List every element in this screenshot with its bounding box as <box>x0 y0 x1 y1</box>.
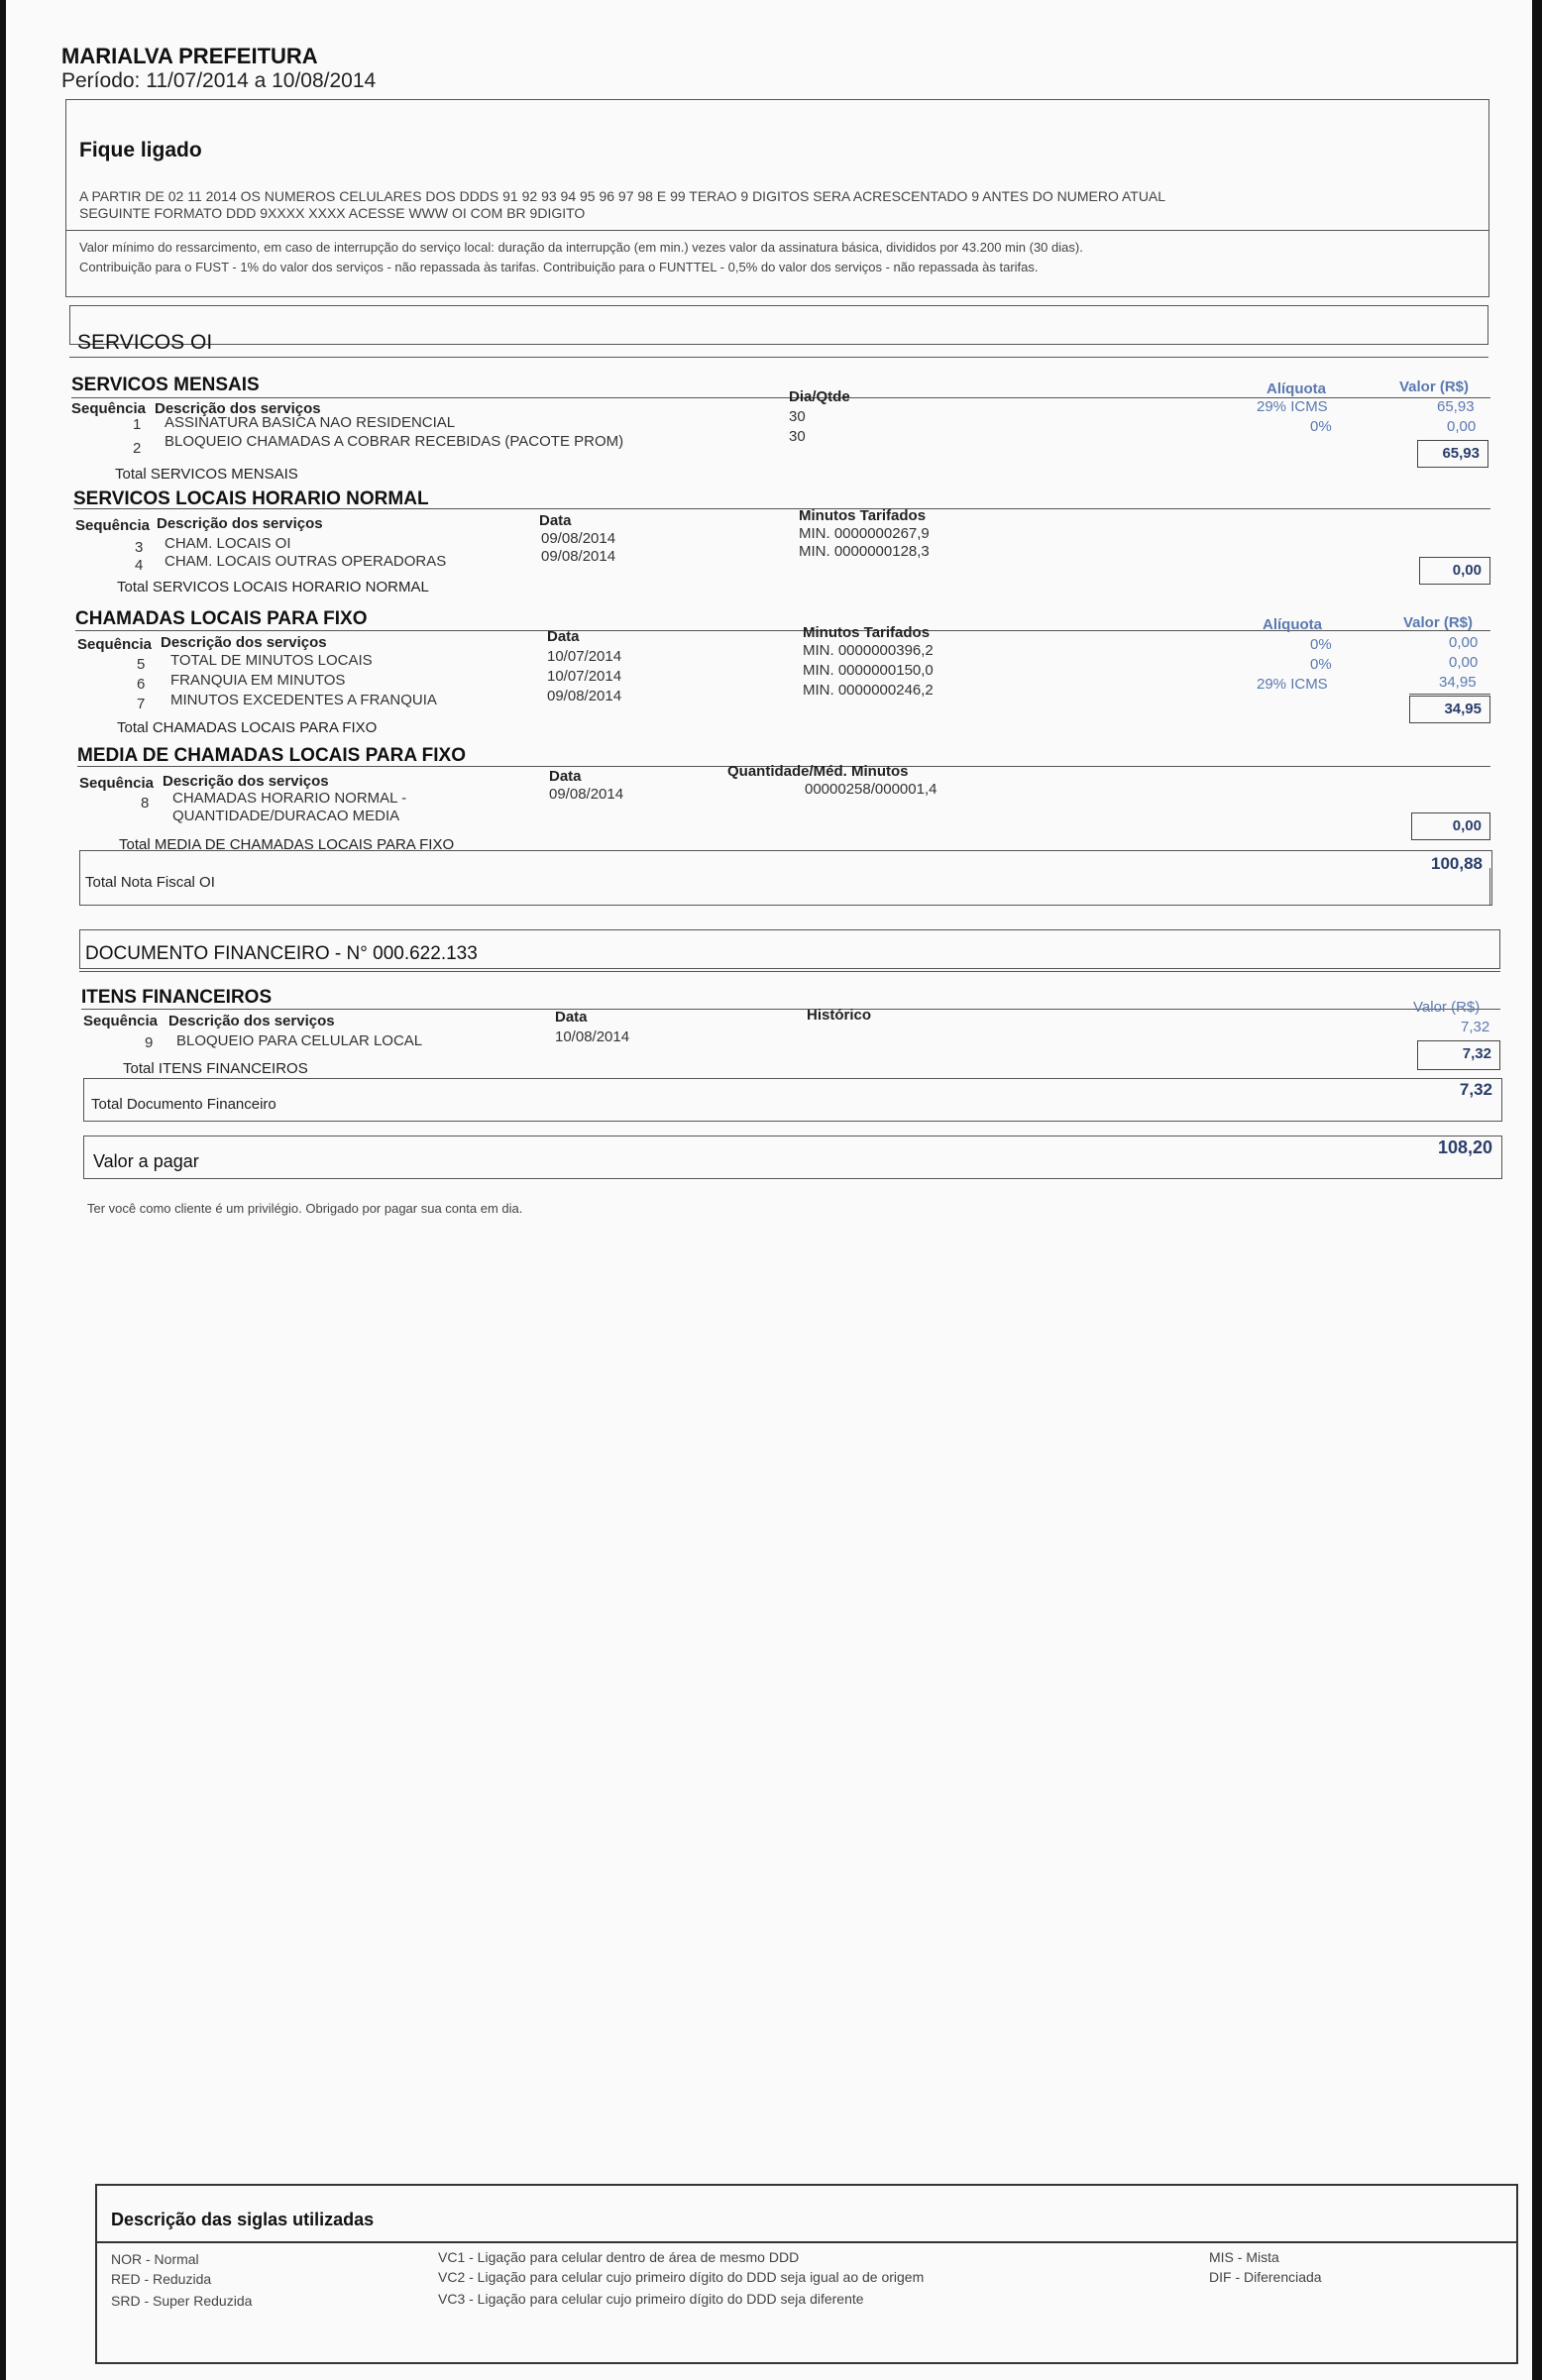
row-seq: 3 <box>135 539 144 556</box>
row-desc: TOTAL DE MINUTOS LOCAIS <box>170 652 373 669</box>
sigla-dif: DIF - Diferenciada <box>1209 2269 1322 2285</box>
notice-info-2: Contribuição para o FUST - 1% do valor dos serviços - não repassada às tarifas. Contribuição para o FUNTTEL - 0,5% do valor dos serviços - não repassada às tarifas. <box>79 260 1039 274</box>
total-value-itens: 7,32 <box>1417 1040 1500 1070</box>
col-data: Data <box>547 628 580 645</box>
col-sequencia: Sequência <box>71 400 147 417</box>
services-title: SERVICOS OI <box>77 331 213 354</box>
row-data: 10/07/2014 <box>547 648 622 665</box>
section-rule-itens <box>81 1009 1500 1010</box>
total-value-fixo: 34,95 <box>1409 696 1490 723</box>
col-data: Data <box>555 1009 588 1026</box>
valor-pagar-value: 108,20 <box>1437 1137 1492 1157</box>
sigla-nor: NOR - Normal <box>111 2251 199 2267</box>
section-title-itens: ITENS FINANCEIROS <box>81 987 273 1008</box>
row-dia: 30 <box>789 408 806 425</box>
row-data: 09/08/2014 <box>541 530 616 547</box>
total-value-mensais: 65,93 <box>1417 440 1488 468</box>
total-value-media: 0,00 <box>1411 812 1490 840</box>
billing-period: Período: 11/07/2014 a 10/08/2014 <box>61 69 377 92</box>
doc-financeiro-total: 7,32 <box>1459 1080 1492 1099</box>
sigla-vc3: VC3 - Ligação para celular cujo primeiro dígito do DDD seja diferente <box>438 2291 864 2307</box>
col-descricao: Descrição dos serviços <box>163 773 329 790</box>
row-seq: 2 <box>133 440 142 457</box>
bill-page <box>6 0 1532 2380</box>
row-data: 09/08/2014 <box>547 688 622 704</box>
total-label-fixo: Total CHAMADAS LOCAIS PARA FIXO <box>117 719 378 736</box>
col-quantidade: Quantidade/Méd. Minutos <box>727 763 909 780</box>
row-dia: 30 <box>789 428 806 445</box>
section-rule-locais <box>73 508 1490 509</box>
row-data: 09/08/2014 <box>549 786 624 803</box>
siglas-title: Descrição das siglas utilizadas <box>111 2210 375 2229</box>
col-data: Data <box>549 768 582 785</box>
row-seq: 6 <box>137 676 146 693</box>
row-desc: BLOQUEIO CHAMADAS A COBRAR RECEBIDAS (PACOTE PROM) <box>165 433 624 450</box>
subtotal-rule <box>1409 694 1490 695</box>
row-seq: 8 <box>141 795 150 811</box>
section-title-locais: SERVICOS LOCAIS HORARIO NORMAL <box>73 488 429 509</box>
row-seq: 7 <box>137 696 146 712</box>
col-descricao: Descrição dos serviços <box>168 1013 335 1029</box>
col-minutos: Minutos Tarifados <box>799 507 927 524</box>
row-qtd: 00000258/000001,4 <box>805 781 937 798</box>
row-data: 10/08/2014 <box>555 1028 630 1045</box>
sigla-vc2: VC2 - Ligação para celular cujo primeiro dígito do DDD seja igual ao de origem <box>438 2269 925 2285</box>
notice-line-2: SEGUINTE FORMATO DDD 9XXXX XXXX ACESSE WWW OI COM BR 9DIGITO <box>79 205 586 221</box>
total-value-locais: 0,00 <box>1419 557 1490 585</box>
services-divider <box>69 357 1488 358</box>
financeiro-title: DOCUMENTO FINANCEIRO - N° 000.622.133 <box>85 943 478 964</box>
row-valor: 34,95 <box>1439 674 1477 691</box>
col-aliquota: Alíquota <box>1267 380 1326 397</box>
row-min: MIN. 0000000150,0 <box>803 662 934 679</box>
row-aliq: 29% ICMS <box>1257 676 1328 693</box>
nota-fiscal-total: 100,88 <box>1431 854 1483 873</box>
row-desc: CHAMADAS HORARIO NORMAL - <box>172 790 407 807</box>
notice-info-1: Valor mínimo do ressarcimento, em caso de interrupção do serviço local: duração da interrupção (em min.) vezes valor da assinatura básica, divididos por 43.200 min (30 dias). <box>79 240 1083 255</box>
footer-message: Ter você como cliente é um privilégio. Obrigado por pagar sua conta em dia. <box>87 1201 523 1216</box>
sigla-red: RED - Reduzida <box>111 2271 212 2287</box>
row-desc: ASSINATURA BASICA NAO RESIDENCIAL <box>165 414 456 431</box>
valor-pagar-box <box>83 1136 1502 1179</box>
row-valor: 65,93 <box>1437 398 1475 415</box>
row-desc: CHAM. LOCAIS OUTRAS OPERADORAS <box>165 553 447 570</box>
row-valor: 0,00 <box>1449 634 1479 651</box>
sigla-srd: SRD - Super Reduzida <box>111 2293 253 2309</box>
row-aliq: 29% ICMS <box>1257 398 1328 415</box>
row-min: MIN. 0000000246,2 <box>803 682 934 699</box>
row-min: MIN. 0000000267,9 <box>799 525 930 542</box>
col-dia-qtde: Dia/Qtde <box>789 388 850 405</box>
row-desc: FRANQUIA EM MINUTOS <box>170 672 346 689</box>
company-title: MARIALVA PREFEITURA <box>61 44 318 68</box>
col-sequencia: Sequência <box>79 775 155 792</box>
row-aliq: 0% <box>1310 636 1332 653</box>
col-sequencia: Sequência <box>77 636 153 653</box>
nota-fiscal-label: Total Nota Fiscal OI <box>85 874 215 891</box>
doc-financeiro-label: Total Documento Financeiro <box>91 1096 276 1113</box>
col-descricao: Descrição dos serviços <box>161 634 327 651</box>
financeiro-divider <box>79 971 1500 972</box>
row-min: MIN. 0000000396,2 <box>803 642 934 659</box>
row-desc: MINUTOS EXCEDENTES A FRANQUIA <box>170 692 437 708</box>
section-title-mensais: SERVICOS MENSAIS <box>71 375 260 395</box>
row-data: 09/08/2014 <box>541 548 616 565</box>
col-sequencia: Sequência <box>83 1013 159 1029</box>
col-valor: Valor (R$) <box>1403 614 1474 631</box>
col-valor: Valor (R$) <box>1399 379 1470 395</box>
doc-financeiro-box <box>83 1078 1502 1122</box>
col-historico: Histórico <box>807 1007 872 1024</box>
section-title-fixo: CHAMADAS LOCAIS PARA FIXO <box>75 608 368 629</box>
row-desc: BLOQUEIO PARA CELULAR LOCAL <box>176 1032 423 1049</box>
row-aliq: 0% <box>1310 656 1332 673</box>
row-data: 10/07/2014 <box>547 668 622 685</box>
notice-title: Fique ligado <box>79 139 202 162</box>
col-descricao: Descrição dos serviços <box>157 515 323 532</box>
row-seq: 4 <box>135 557 144 574</box>
valor-pagar-label: Valor a pagar <box>93 1151 199 1171</box>
total-label-locais: Total SERVICOS LOCAIS HORARIO NORMAL <box>117 579 429 595</box>
notice-line-1: A PARTIR DE 02 11 2014 OS NUMEROS CELULARES DOS DDDS 91 92 93 94 95 96 97 98 E 99 TERAO 9 DIGITOS SERA ACRESCENTADO 9 ANTES DO NUMERO ATUAL <box>79 188 1166 204</box>
services-header-box <box>69 305 1488 345</box>
row-seq: 1 <box>133 416 142 433</box>
col-aliquota: Alíquota <box>1263 616 1322 633</box>
siglas-divider <box>95 2241 1518 2243</box>
section-title-media: MEDIA DE CHAMADAS LOCAIS PARA FIXO <box>77 745 466 766</box>
total-label-itens: Total ITENS FINANCEIROS <box>123 1060 308 1077</box>
row-seq: 5 <box>137 656 146 673</box>
col-valor: Valor (R$) <box>1413 999 1481 1016</box>
row-min: MIN. 0000000128,3 <box>799 543 930 560</box>
notice-divider <box>65 230 1489 231</box>
sigla-mis: MIS - Mista <box>1209 2249 1279 2265</box>
col-data: Data <box>539 512 572 529</box>
sigla-vc1: VC1 - Ligação para celular dentro de área de mesmo DDD <box>438 2249 800 2265</box>
row-desc: CHAM. LOCAIS OI <box>165 535 291 552</box>
row-desc-cont: QUANTIDADE/DURACAO MEDIA <box>172 808 400 824</box>
row-seq: 9 <box>145 1034 154 1051</box>
col-descricao: Descrição dos serviços <box>155 400 321 417</box>
row-aliq: 0% <box>1310 418 1332 435</box>
row-valor: 0,00 <box>1449 654 1479 671</box>
total-label-media: Total MEDIA DE CHAMADAS LOCAIS PARA FIXO <box>119 836 455 853</box>
nota-fiscal-label-box <box>79 868 1490 906</box>
total-label-mensais: Total SERVICOS MENSAIS <box>115 466 298 483</box>
col-sequencia: Sequência <box>75 517 151 534</box>
col-minutos: Minutos Tarifados <box>803 624 931 641</box>
row-valor: 0,00 <box>1447 418 1477 435</box>
row-valor: 7,32 <box>1461 1019 1490 1035</box>
